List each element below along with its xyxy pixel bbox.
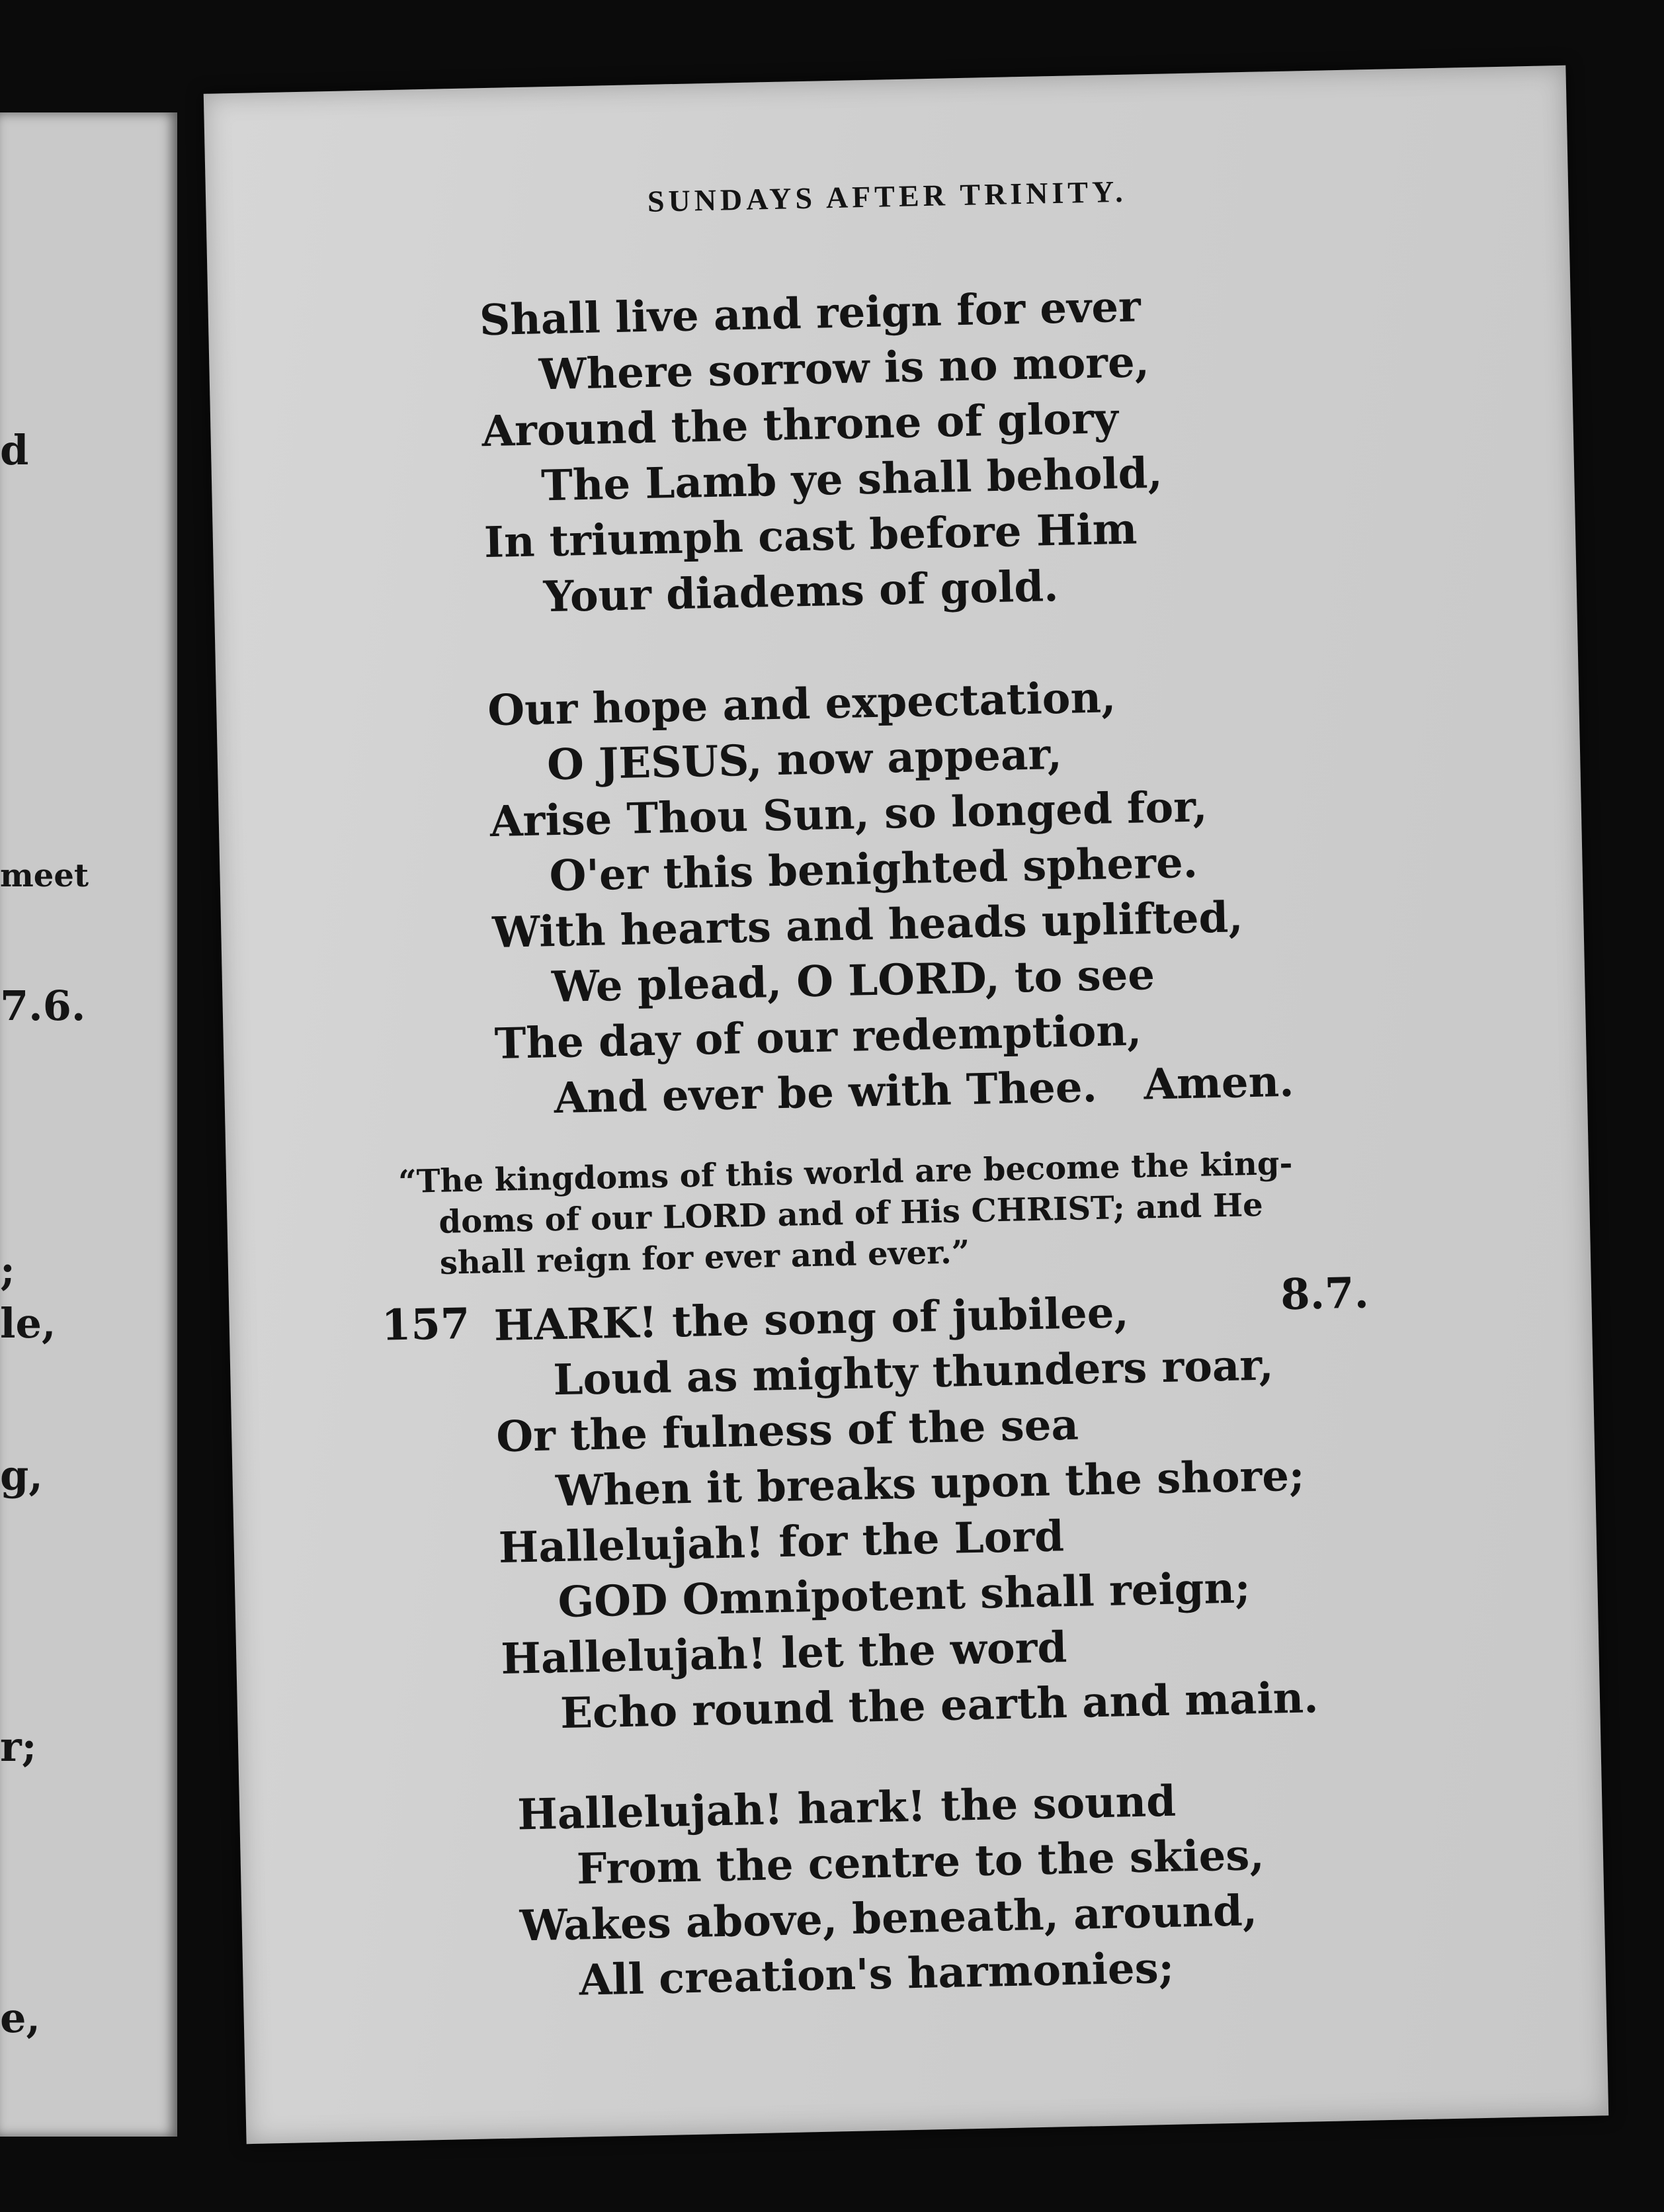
left-fragment: e, bbox=[0, 1994, 41, 2042]
amen-text: Amen. bbox=[1143, 1056, 1295, 1110]
left-fragment: g, bbox=[0, 1451, 43, 1500]
left-fragment: r; bbox=[0, 1723, 37, 1771]
scripture-quote bbox=[398, 1140, 1446, 1285]
quote-line: shall reign for ever and ever.” bbox=[439, 1234, 970, 1282]
verse-line: The day of our redemption, bbox=[494, 1005, 1142, 1069]
left-fragment: ; bbox=[0, 1246, 15, 1295]
verse-line: Where sorrow is no more, bbox=[538, 337, 1150, 400]
verse-line: Our hope and expectation, bbox=[487, 673, 1116, 736]
hymn-stanza-1 bbox=[493, 1281, 1319, 1743]
hymnal-page bbox=[204, 65, 1608, 2144]
verse-line: Hallelujah! hark! the sound bbox=[517, 1776, 1177, 1840]
page-header: SUNDAYS AFTER TRINITY. bbox=[647, 174, 1128, 218]
verse-line: Or the fulness of the sea bbox=[495, 1400, 1079, 1463]
verse-line: GOD Omnipotent shall reign; bbox=[557, 1563, 1251, 1628]
stanza-2 bbox=[487, 667, 1247, 1128]
verse-line: Your diadems of gold. bbox=[543, 562, 1060, 622]
verse-line: HARK! the song of jubilee, bbox=[493, 1288, 1130, 1351]
verse-line: O'er this benighted sphere. bbox=[548, 837, 1198, 902]
verse-line: Arise Thou Sun, so longed for, bbox=[489, 782, 1208, 847]
verse-line: All creation's harmonies; bbox=[578, 1943, 1175, 2006]
verse-line: With hearts and heads uplifted, bbox=[491, 892, 1244, 958]
verse-line: Shall live and reign for ever bbox=[479, 282, 1142, 346]
verse-line: Wakes above, beneath, around, bbox=[519, 1886, 1258, 1951]
verse-line: In triumph cast before Him bbox=[483, 504, 1138, 568]
quote-line: “The kingdoms of this world are become the king- bbox=[397, 1144, 1293, 1201]
verse-line: And ever be with Thee. bbox=[553, 1062, 1098, 1124]
verse-line: Echo round the earth and main. bbox=[560, 1673, 1319, 1739]
left-page-edge bbox=[0, 112, 177, 2137]
left-fragment: d bbox=[0, 426, 29, 474]
verse-line: Hallelujah! let the word bbox=[500, 1623, 1067, 1685]
verse-line: Around the throne of glory bbox=[481, 394, 1119, 457]
stanza-1 bbox=[479, 279, 1165, 626]
hymn-number: 157 bbox=[381, 1298, 471, 1351]
left-fragment: meet bbox=[0, 857, 89, 894]
verse-line: Loud as mighty thunders roar, bbox=[552, 1340, 1274, 1406]
verse-line: The Lamb ye shall behold, bbox=[540, 448, 1163, 511]
hymn-stanza-2 bbox=[517, 1772, 1267, 2010]
left-fragment: le, bbox=[0, 1299, 56, 1347]
verse-line: Hallelujah! for the Lord bbox=[498, 1511, 1065, 1574]
quote-line: doms of our LORD and of His CHRIST; and He bbox=[438, 1186, 1264, 1241]
verse-line: From the centre to the skies, bbox=[576, 1830, 1265, 1894]
hymn-meter: 8.7. bbox=[1280, 1268, 1370, 1320]
left-fragment: 7.6. bbox=[0, 982, 86, 1030]
verse-line: We plead, O LORD, to see bbox=[551, 950, 1155, 1013]
verse-line: When it breaks upon the shore; bbox=[555, 1451, 1306, 1517]
verse-line: O JESUS, now appear, bbox=[546, 729, 1063, 790]
